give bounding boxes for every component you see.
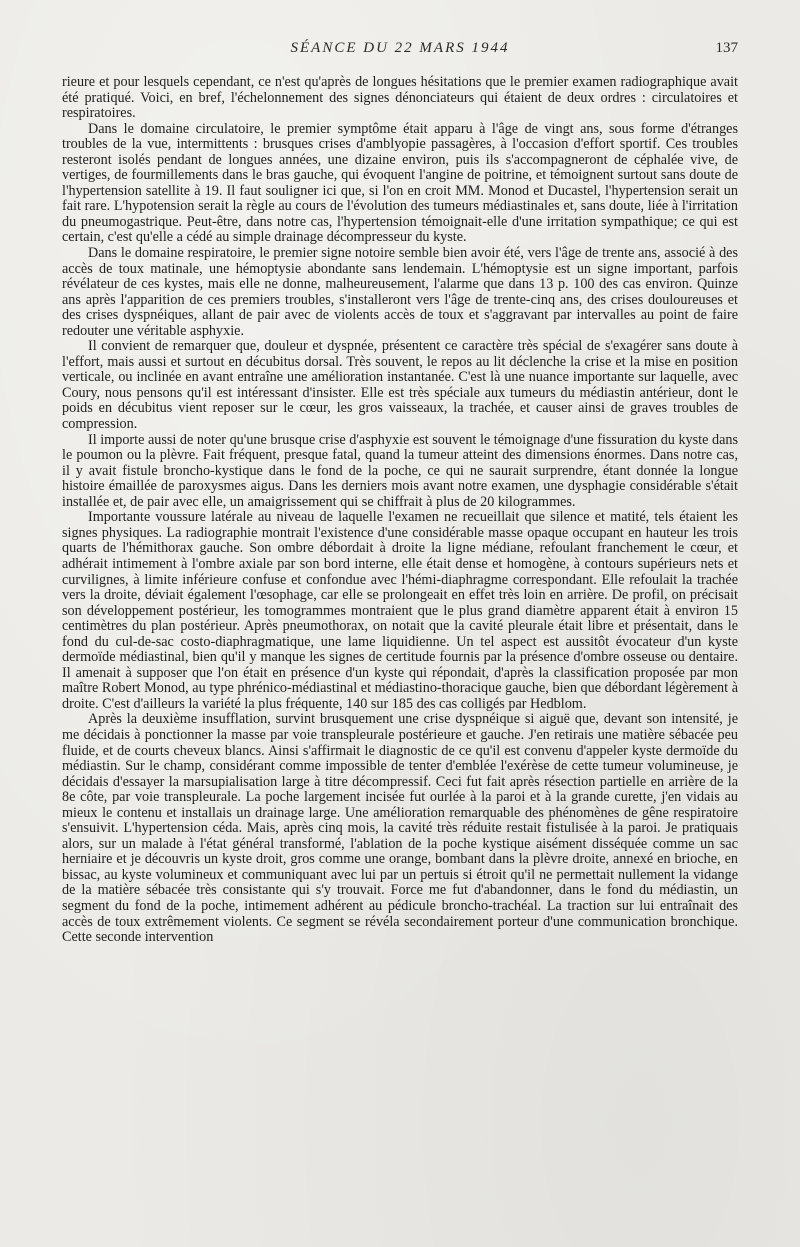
paragraph-asphyxia-crisis: Il importe aussi de noter qu'une brusque crise d'asphyxie est souvent le témoignage d'une fissuration du kyste dans le poumon ou la plèvre. Fait fréquent, presque fatal, quand la tumeur atteint des dimensions énormes. Dans notre cas, il y avait fistule broncho-kystique dans le fond de la poche, ce qui ne saurait surprendre, étant donnée la longue histoire émaillée de paroxysmes aigus. Dans les derniers mois avant notre examen, une dysphagie considérable s'était installée et, de pair avec elle, un amaigrissement qui se chiffrait à plus de 20 kilogrammes. (62, 431, 738, 510)
paragraph-continuation: rieure et pour lesquels cependant, ce n'est qu'après de longues hésitations que le premier examen radiographique avait été pratiqué. Voici, en bref, l'échelonnement des signes dénonciateurs qui étaient de deux ordres : circulatoires et respiratoires. (62, 74, 738, 122)
running-head (62, 40, 738, 62)
paragraph-circulatory-signs: Dans le domaine circulatoire, le premier symptôme était apparu à l'âge de vingt ans, sous forme d'étranges troubles de la vue, intermittents : brusques crises d'amblyopie passagères, à l'occasion d'effort sportif. Ces troubles resteront isolés pendant de longues années, une dizaine environ, puis ils s'accompagneront de céphalée vive, de vertiges, de fourmillements dans le bras gauche, qui évoquent l'angine de poitrine, et témoignent surtout sans doute de l'hypertension satellite à 19. Il faut souligner ici que, si l'on en croit MM. Monod et Ducastel, l'hypertension serait un fait rare. L'hypotension serait la règle au cours de l'évolution des tumeurs médiastinales et, sans doute, liée à l'irritation du pneumogastrique. Peut-être, dans notre cas, l'hypertension témoignait-elle d'une irritation sympathique; ce qui est certain, c'est qu'elle a cédé au simple drainage décompresseur du kyste. (62, 120, 738, 246)
paragraph-surgical-intervention: Après la deuxième insufflation, survint brusquement une crise dyspnéique si aiguë que, devant son intensité, je me décidais à ponctionner la masse par voie transpleurale postérieure et gauche. J'en retirais une matière sébacée peu fluide, et de courts cheveux blancs. Ainsi s'affirmait le diagnostic de ce qu'il est convenu d'appeler kyste dermoïde du médiastin. Sur le champ, considérant comme impossible de tenter d'emblée l'exérèse de cette tumeur volumineuse, je décidais d'essayer la marsupialisation large à titre décompressif. Ceci fut fait après résection partielle en arrière de la 8e côte, par voie transpleurale. La poche largement incisée fut ourlée à la paroi et à la grande curette, j'en vidais au mieux le contenu et installais un drainage large. Une amélioration remarquable des phénomènes de gêne respiratoire s'ensuivit. L'hypertension céda. Mais, après cinq mois, la cavité très réduite restait fistulisée à la paroi. Je pratiquais alors, sur un malade à l'état général transformé, l'ablation de la poche kystique aisément disséquée comme un sac herniaire et je découvris un kyste droit, gros comme une orange, bombant dans la plèvre droite, annexé en brioche, en bissac, au kyste volumineux et communiquant avec lui par un pertuis si étroit qu'il ne permettait nullement la vidange de la matière sébacée très consistante qui s'y trouvait. Force me fut d'abandonner, dans le fond du médiastin, un segment du fond de la poche, intimement adhérent au pédicule broncho-trachéal. La traction sur lui entraînait des accès de toux extrêmement violents. Ce segment se révéla secondairement porteur d'une communication bronchique. Cette seconde intervention (62, 711, 738, 946)
page-number: 137 (715, 40, 738, 56)
paragraph-physical-signs-radiography: Importante voussure latérale au niveau de laquelle l'examen ne recueillait que silence et matité, tels étaient les signes physiques. La radiographie montrait l'existence d'une considérable masse opaque occupant en hauteur les trois quarts de l'hémithorax gauche. Son ombre débordait à droite la ligne médiane, refoulant franchement le cœur, et adhérait intimement à l'ombre axiale par son bord interne, elle était dense et homogène, à contours supérieurs nets et curvilignes, à limite inférieure confuse et confondue avec l'hémi-diaphragme correspondant. Elle refoulait la trachée vers la droite, déviait également l'œsophage, car elle se prolongeait en effet très loin en arrière. De profil, on précisait son développement postérieur, les tomogrammes montraient que le plus grand diamètre apparent était à environ 15 centimètres du plan postérieur. Après pneumothorax, on notait que la cavité pleurale était libre et présentait, dans le fond du cul-de-sac costo-diaphragmatique, une lame liquidienne. Un tel aspect est aussitôt évocateur d'un kyste dermoïde médiastinal, bien qu'il y manque les signes de certitude fournis par la présence d'ombre osseuse ou dentaire. Il amenait à supposer que l'on était en présence d'un kyste qui répondait, d'après la classification proposée par mon maître Robert Monod, au type phrénico-médiastinal et médiastino-thoracique gauche, bien que débordant légèrement à droite. C'est d'ailleurs la variété la plus fréquente, 140 sur 185 des cas colligés par Hedblom. (62, 509, 738, 712)
body-text (62, 75, 738, 946)
running-title: SÉANCE DU 22 MARS 1944 (290, 40, 510, 56)
paragraph-decubitus-remark: Il convient de remarquer que, douleur et dyspnée, présentent ce caractère très spécial de s'exagérer sans doute à l'effort, mais aussi et surtout en décubitus dorsal. Très souvent, le repos au lit déclenche la crise et la mise en position verticale, ou inclinée en avant entraîne une amélioration instantanée. C'est là une nuance importante sur laquelle, avec Coury, nous pensons qu'il est intéressant d'insister. Elle est très spéciale aux tumeurs du médiastin antérieur, dont le poids en décubitus vient reposer sur le cœur, les gros vaisseaux, la trachée, et causer ainsi de graves troubles de compression. (62, 338, 738, 433)
paragraph-respiratory-signs: Dans le domaine respiratoire, le premier signe notoire semble bien avoir été, vers l'âge de trente ans, associé à des accès de toux matinale, une hémoptysie abondante sans lendemain. L'hémoptysie est un signe important, parfois révélateur de ces kystes, mais elle ne donne, malheureusement, l'alarme que dans 13 p. 100 des cas environ. Quinze ans après l'apparition de ces premiers troubles, s'installeront vers l'âge de trente-cinq ans, des crises douloureuses et des crises dyspnéiques, allant de pair avec de violents accès de toux et s'aggravant par intervalles au point de faire redouter une véritable asphyxie. (62, 245, 738, 339)
